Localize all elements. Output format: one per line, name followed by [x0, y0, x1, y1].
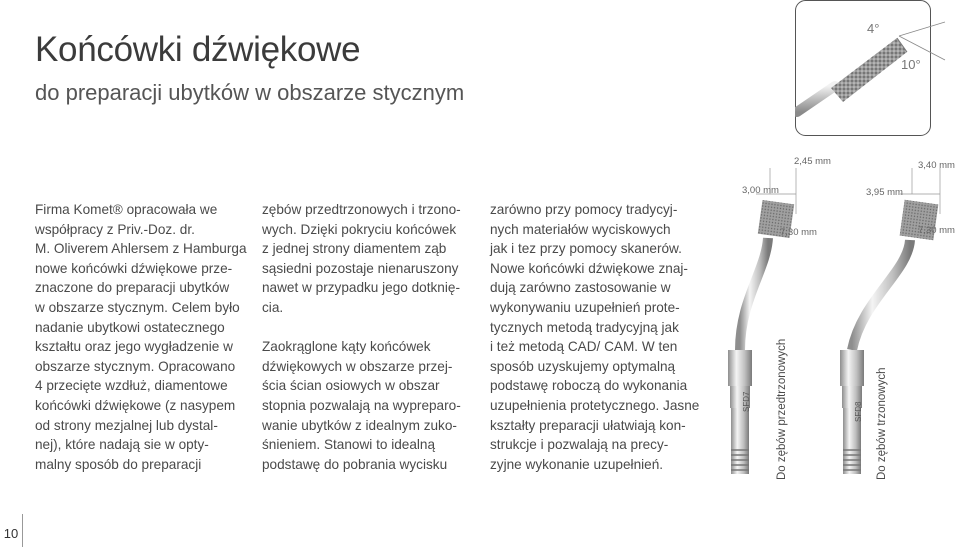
- page-subtitle: do preparacji ubytków w obszarze stycznym: [35, 80, 465, 105]
- instrument-tips-illustration: [700, 150, 959, 510]
- page-number: 10: [3, 526, 19, 541]
- dim-right-top: 3,40 mm: [918, 160, 955, 171]
- engraving-right: SFD8: [854, 401, 863, 422]
- text-line: uzupełnienia protetycznego. Jasne: [490, 397, 700, 413]
- dim-right-length: 7,30 mm: [918, 225, 955, 236]
- text-line: wanie ubytków z idealnym zuko-: [262, 417, 457, 433]
- text-line: obszarze stycznym. Opracowano: [35, 358, 236, 374]
- text-line: M. Oliverem Ahlersem z Hamburga: [35, 241, 247, 257]
- caption-premolars: Do zębów przedtrzonowych: [776, 338, 788, 480]
- text-line: cia.: [262, 299, 284, 315]
- paragraph-gap: [262, 318, 461, 338]
- text-line: nowe końcówki dźwiękowe prze-: [35, 260, 233, 276]
- dim-left-top: 2,45 mm: [794, 156, 831, 167]
- text-line: Firma Komet® opracowała we: [35, 202, 218, 217]
- text-line: zębów przedtrzonowych i trzono-: [262, 202, 461, 217]
- text-line: malny sposób do preparacji: [35, 456, 202, 472]
- text-line: wych. Dzięki pokryciu końcówek: [262, 221, 457, 237]
- text-column-1: [35, 200, 247, 474]
- angle-label-10: 10°: [901, 57, 921, 72]
- text-line: wykonywaniu uzupełnień prote-: [490, 299, 680, 315]
- text-line: w obszarze stycznym. Celem było: [35, 299, 240, 315]
- text-line: śnieniem. Stanowi to idealną: [262, 437, 436, 453]
- dim-left-width: 3,00 mm: [742, 185, 779, 196]
- dim-left-length: 7,30 mm: [780, 227, 817, 238]
- text-line: kształty preparacji ułatwiają kon-: [490, 417, 686, 433]
- text-line: dźwiękowych w obszarze przej-: [262, 358, 453, 374]
- text-line: zarówno przy pomocy tradycyj-: [490, 202, 678, 217]
- text-line: 4 przecięte wzdłuż, diamentowe: [35, 378, 228, 394]
- page-title: Końcówki dźwiękowe: [35, 30, 361, 69]
- text-line: nej), które nadają sie w opty-: [35, 437, 209, 453]
- text-column-2: [262, 200, 461, 474]
- caption-molars: Do zębów trzonowych: [876, 367, 888, 480]
- instrument-tips-drawing: [700, 150, 959, 510]
- text-line: nych materiałów wyciskowych: [490, 221, 671, 237]
- text-line: podstawę do pobrania wycisku: [262, 456, 448, 472]
- text-line: Nowe końcówki dźwiękowe znaj-: [490, 260, 688, 276]
- text-line: znaczone do preparacji ubytków: [35, 280, 230, 296]
- text-line: od strony mezjalnej lub dystal-: [35, 417, 218, 433]
- text-line: stopnia pozwalają na wypreparo-: [262, 397, 461, 413]
- text-line: kształtu oraz jego wygładzenie w: [35, 339, 233, 355]
- text-line: podstawę roboczą do wykonania: [490, 378, 688, 394]
- text-line: jak i tez przy pomocy skanerów.: [490, 241, 682, 257]
- text-line: zyjne wykonanie uzupełnień.: [490, 456, 664, 472]
- text-line: Zaokrąglone kąty końcówek: [262, 339, 431, 355]
- text-line: i też metodą CAD/ CAM. W ten: [490, 339, 678, 355]
- text-column-3: [490, 200, 699, 474]
- dim-right-width: 3,95 mm: [866, 187, 903, 198]
- text-line: sąsiedni pozostaje nienaruszony: [262, 260, 459, 276]
- text-line: dują zarówno zastosowanie w: [490, 280, 671, 296]
- text-line: ścia ścian osiowych w obszar: [262, 378, 440, 394]
- page-number-divider: [22, 514, 23, 547]
- text-line: nadanie ubytkowi ostatecznego: [35, 319, 225, 335]
- text-line: strukcje i pozwalają na precy-: [490, 437, 669, 453]
- engraving-left: SFD7: [742, 391, 751, 412]
- text-line: sposób uzyskujemy optymalną: [490, 358, 676, 374]
- text-line: tycznych metodą tradycyjną jak: [490, 319, 679, 335]
- text-line: końcówki dźwiękowe (z nasypem: [35, 397, 236, 413]
- text-line: z jednej strony diamentem ząb: [262, 241, 447, 257]
- text-line: nawet w przypadku jego dotknię-: [262, 280, 460, 296]
- tip-closeup-image: [795, 0, 959, 138]
- tip-right-drawing: [840, 200, 938, 474]
- angle-label-4: 4°: [867, 21, 880, 36]
- text-line: współpracy z Priv.-Doz. dr.: [35, 221, 195, 237]
